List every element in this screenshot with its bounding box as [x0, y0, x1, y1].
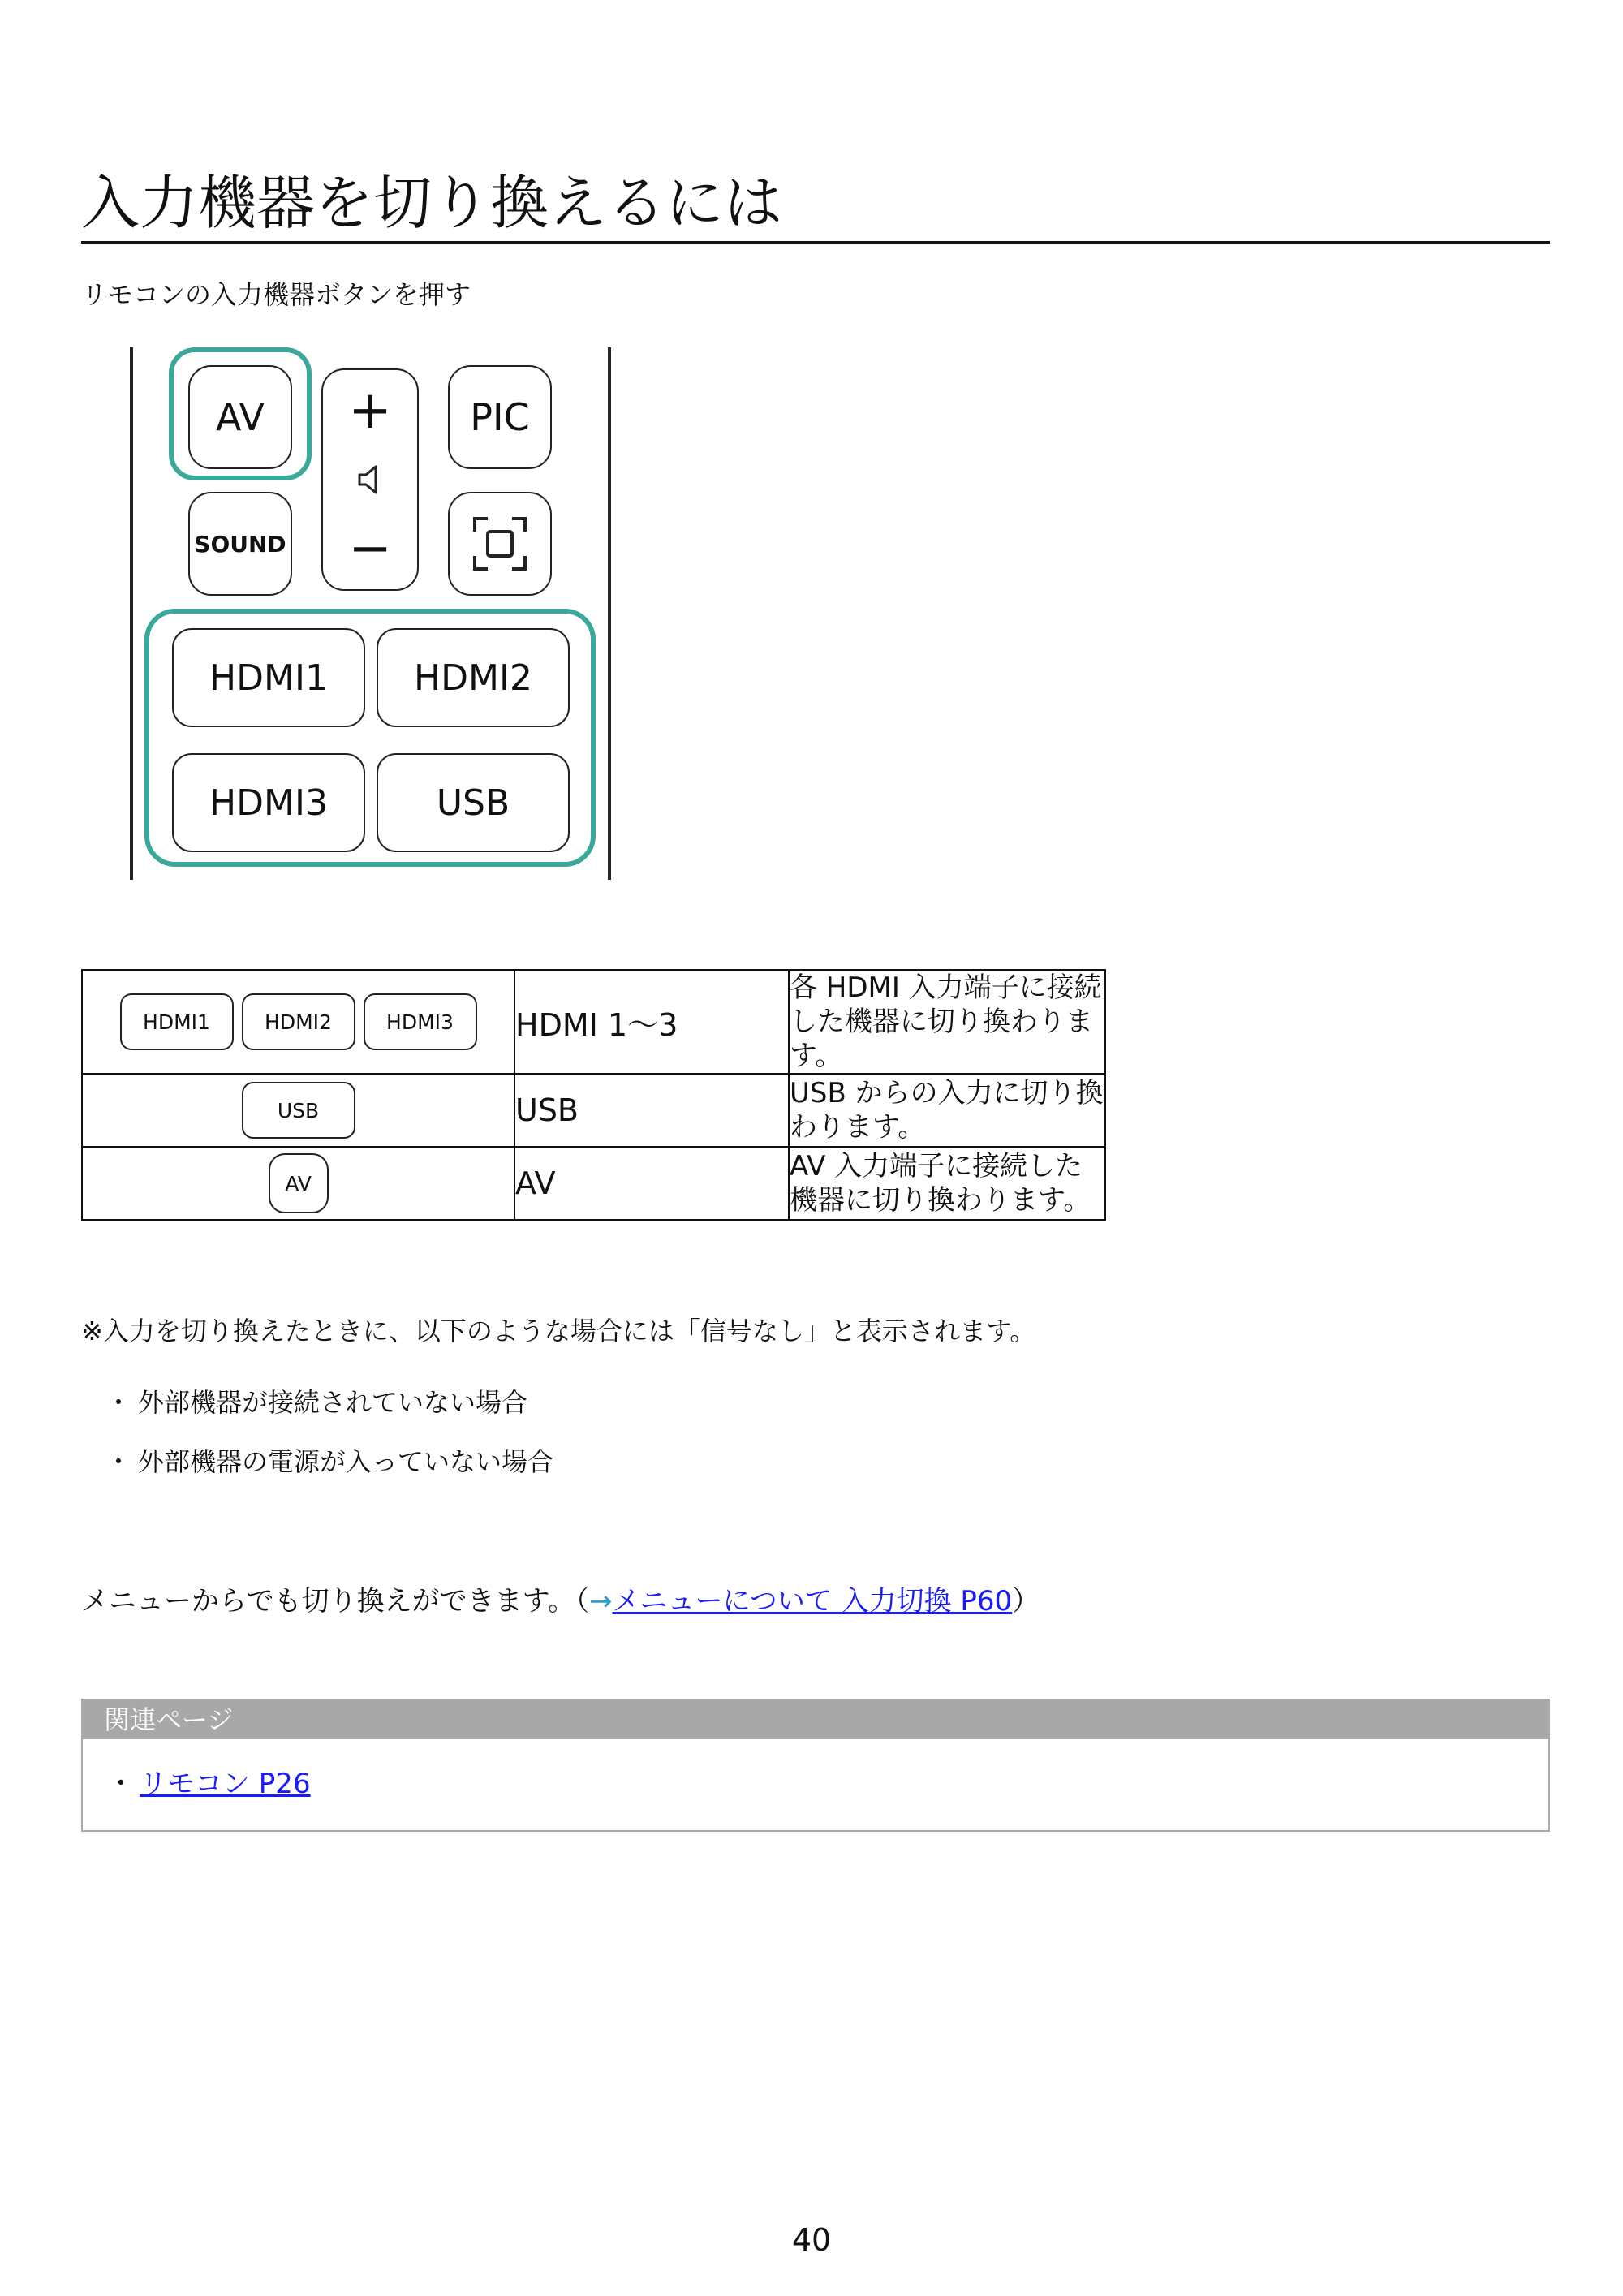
- table-cell-keys: [82, 970, 514, 1074]
- remote-screen-button: [448, 492, 552, 596]
- bullet-mark: ・: [105, 1446, 132, 1477]
- table-cell-description: USB からの入力に切り換わります。: [789, 1074, 1105, 1147]
- no-signal-note: ※入力を切り換えたときに、以下のような場合には「信号なし」と表示されます。: [81, 1316, 1036, 1346]
- hdmi1-key: HDMI1: [120, 993, 234, 1050]
- table-row: [82, 970, 1105, 1074]
- menu-reference-line: [81, 1584, 1040, 1618]
- table-cell-keys: [82, 1074, 514, 1147]
- input-buttons-table: [81, 969, 1106, 1221]
- list-item-text: 外部機器の電源が入っていない場合: [138, 1446, 554, 1477]
- remote-illustration: [130, 347, 611, 880]
- list-item: [105, 1386, 527, 1419]
- instruction-subtitle: リモコンの入力機器ボタンを押す: [81, 279, 471, 310]
- remote-pic-button: PIC: [448, 365, 552, 469]
- table-cell-name: AV: [514, 1147, 789, 1220]
- table-cell-keys: [82, 1147, 514, 1220]
- page-title: 入力機器を切り換えるには: [81, 166, 1550, 244]
- menu-line-prefix: メニューからでも切り換えができます。（: [81, 1585, 589, 1618]
- volume-plus-icon: +: [348, 381, 392, 441]
- page-number: 40: [791, 2222, 832, 2258]
- hdmi3-key: HDMI3: [364, 993, 477, 1050]
- menu-line-suffix: ）: [1012, 1585, 1040, 1618]
- arrow-icon: →: [588, 1585, 613, 1618]
- menu-input-switch-link[interactable]: メニューについて 入力切換 P60: [612, 1585, 1013, 1618]
- list-item-text: 外部機器が接続されていない場合: [138, 1387, 528, 1418]
- table-cell-description: AV 入力端子に接続した機器に切り換わります。: [789, 1147, 1105, 1220]
- hdmi2-key: HDMI2: [242, 993, 355, 1050]
- usb-key: USB: [242, 1082, 355, 1139]
- list-item: [107, 1767, 311, 1801]
- av-key: AV: [269, 1153, 329, 1213]
- remote-page-link[interactable]: リモコン P26: [140, 1768, 311, 1800]
- remote-hdmi2-button: HDMI2: [377, 628, 570, 727]
- table-row: [82, 1074, 1105, 1147]
- remote-volume-rocker: [321, 368, 419, 591]
- volume-minus-icon: −: [348, 519, 392, 579]
- remote-left-edge: [130, 347, 133, 880]
- remote-hdmi1-button: HDMI1: [172, 628, 365, 727]
- bullet-mark: ・: [107, 1768, 135, 1800]
- table-cell-name: HDMI 1～3: [514, 970, 789, 1074]
- speaker-icon: [356, 463, 384, 496]
- related-pages-header: 関連ページ: [83, 1700, 1548, 1739]
- remote-hdmi3-button: HDMI3: [172, 753, 365, 852]
- screen-size-icon: [471, 515, 528, 572]
- table-row: [82, 1147, 1105, 1220]
- table-cell-description: 各 HDMI 入力端子に接続した機器に切り換わります。: [789, 970, 1105, 1074]
- remote-right-edge: [608, 347, 611, 880]
- remote-usb-button: USB: [377, 753, 570, 852]
- table-cell-name: USB: [514, 1074, 789, 1147]
- list-item: [105, 1445, 553, 1478]
- bullet-mark: ・: [105, 1387, 132, 1418]
- related-pages-box: [81, 1699, 1550, 1832]
- remote-sound-button: SOUND: [188, 492, 292, 596]
- remote-av-button: AV: [188, 365, 292, 469]
